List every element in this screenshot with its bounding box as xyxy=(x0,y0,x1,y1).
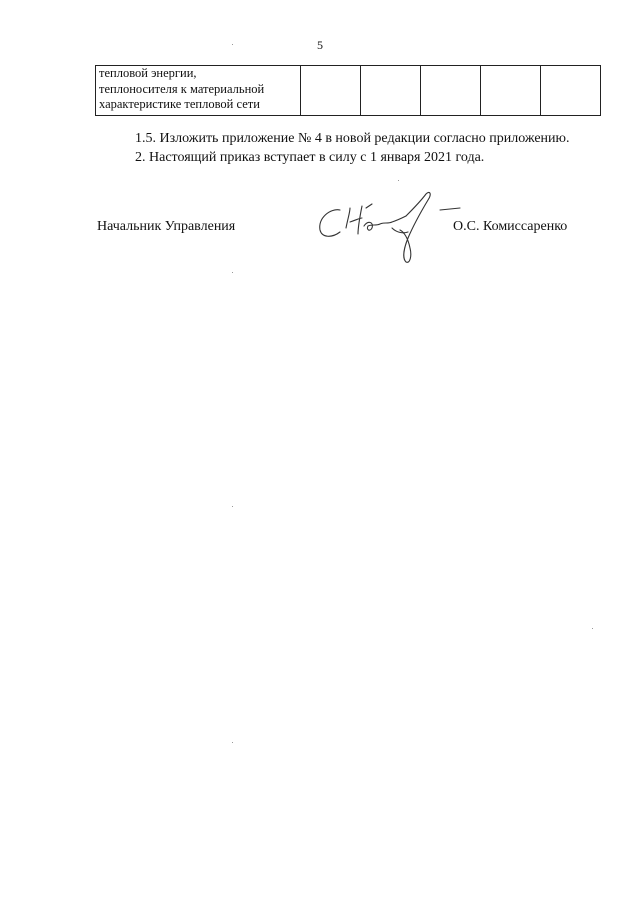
description-line: характеристике тепловой сети xyxy=(99,97,260,111)
continuation-table xyxy=(95,65,601,116)
signer-name: О.С. Комиссаренко xyxy=(453,219,568,234)
table-row xyxy=(96,66,601,116)
scan-speck xyxy=(592,628,593,629)
scan-speck xyxy=(398,180,399,181)
handwritten-signature-icon xyxy=(310,188,470,268)
scan-speck xyxy=(232,506,233,507)
description-line: тепловой энергии, xyxy=(99,66,197,80)
paragraph-1-5: 1.5. Изложить приложение № 4 в новой редакции согласно приложению. xyxy=(135,131,570,146)
description-line: теплоносителя к материальной xyxy=(99,81,265,96)
table-cell-description xyxy=(96,66,301,116)
scan-speck xyxy=(232,272,233,273)
table-cell-empty xyxy=(541,66,601,116)
paragraph-2: 2. Настоящий приказ вступает в силу с 1 января 2021 года. xyxy=(135,150,485,165)
table-cell-empty xyxy=(421,66,481,116)
scan-speck xyxy=(232,44,233,45)
table-cell-empty xyxy=(481,66,541,116)
table-cell-empty xyxy=(301,66,361,116)
table-cell-empty xyxy=(361,66,421,116)
page-number: 5 xyxy=(317,38,323,52)
scan-speck xyxy=(232,742,233,743)
signer-position-title: Начальник Управления xyxy=(97,219,236,234)
